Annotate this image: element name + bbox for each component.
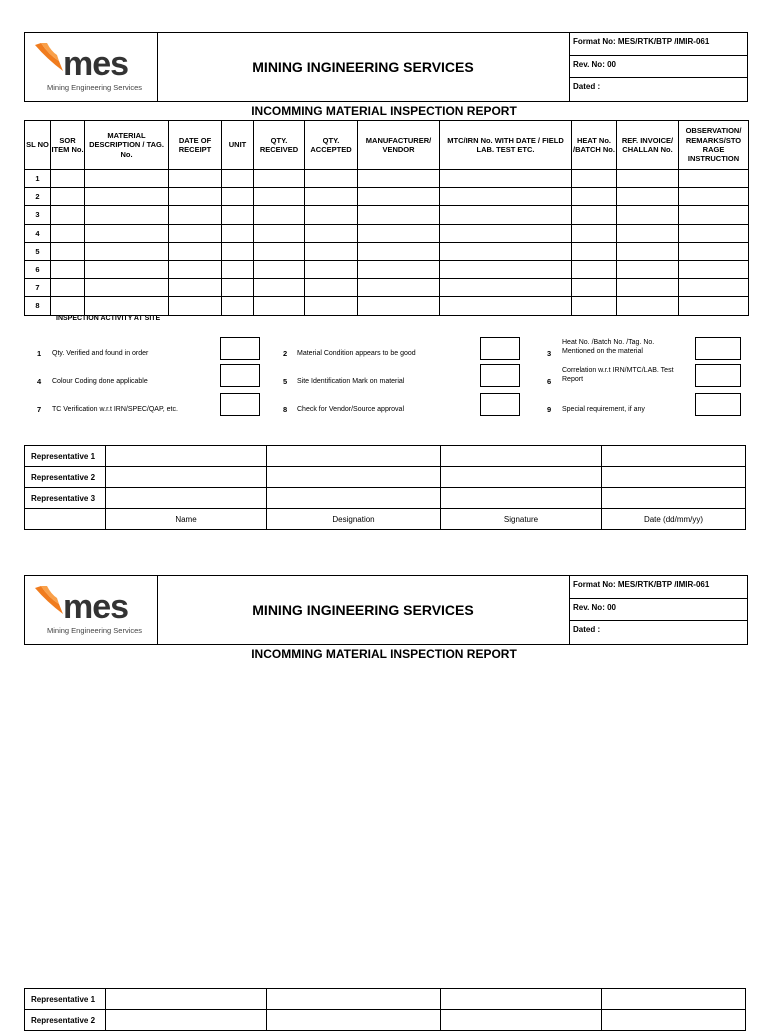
cell[interactable] xyxy=(85,260,169,278)
table-row xyxy=(25,446,746,467)
company-name: MINING INGINEERING SERVICES xyxy=(157,33,570,101)
cell[interactable] xyxy=(267,467,441,488)
cell[interactable] xyxy=(85,297,169,315)
cell[interactable] xyxy=(602,446,746,467)
table-row xyxy=(25,188,749,206)
cell[interactable] xyxy=(358,170,440,188)
cell[interactable] xyxy=(440,170,572,188)
cell[interactable] xyxy=(617,279,679,297)
cell[interactable] xyxy=(358,188,440,206)
activity-checkbox-7[interactable] xyxy=(220,393,260,416)
cell[interactable] xyxy=(51,224,85,242)
row-number: 1 xyxy=(25,170,51,188)
format-no: Format No: MES/RTK/BTP /IMIR-061 xyxy=(569,33,747,56)
cell[interactable] xyxy=(305,170,358,188)
cell[interactable] xyxy=(305,279,358,297)
cell[interactable] xyxy=(358,206,440,224)
cell[interactable] xyxy=(358,279,440,297)
col-manufacturer: MANUFACTURER/ VENDOR xyxy=(358,121,440,170)
row-number: 7 xyxy=(25,279,51,297)
activity-number: 8 xyxy=(283,405,288,414)
cell[interactable] xyxy=(254,224,305,242)
activity-number: 6 xyxy=(547,377,552,386)
activity-label: Special requirement, if any xyxy=(562,406,645,413)
representative-label: Representative 2 xyxy=(25,1010,106,1031)
cell[interactable] xyxy=(267,488,441,509)
cell[interactable] xyxy=(169,206,222,224)
cell[interactable] xyxy=(106,467,267,488)
dated-field[interactable]: Dated : xyxy=(573,625,601,635)
cell[interactable] xyxy=(679,242,749,260)
dated-field[interactable]: Dated : xyxy=(573,82,601,92)
activity-checkbox-1[interactable] xyxy=(220,337,260,360)
cell[interactable] xyxy=(222,297,254,315)
activity-checkbox-5[interactable] xyxy=(480,364,520,387)
table-row xyxy=(25,224,749,242)
format-no: Format No: MES/RTK/BTP /IMIR-061 xyxy=(569,576,747,599)
table-row xyxy=(25,467,746,488)
activity-label: Qty. Verified and found in order xyxy=(52,350,149,357)
col-qty-received: QTY. RECEIVED xyxy=(254,121,305,170)
cell[interactable] xyxy=(106,488,267,509)
cell[interactable] xyxy=(440,206,572,224)
meta-cell xyxy=(569,576,747,644)
cell[interactable] xyxy=(85,224,169,242)
cell[interactable] xyxy=(441,488,602,509)
cell[interactable] xyxy=(169,297,222,315)
cell[interactable] xyxy=(572,170,617,188)
cell[interactable] xyxy=(169,242,222,260)
footer-designation: Designation xyxy=(267,509,441,530)
row-number: 2 xyxy=(25,188,51,206)
cell[interactable] xyxy=(440,188,572,206)
cell[interactable] xyxy=(51,206,85,224)
cell[interactable] xyxy=(169,279,222,297)
cell[interactable] xyxy=(602,1010,746,1031)
cell[interactable] xyxy=(617,188,679,206)
cell[interactable] xyxy=(440,297,572,315)
cell[interactable] xyxy=(441,1010,602,1031)
activity-number: 4 xyxy=(37,377,42,386)
table-footer-row xyxy=(25,509,746,530)
table-row xyxy=(25,242,749,260)
cell[interactable] xyxy=(254,170,305,188)
company-logo xyxy=(33,41,151,93)
activity-number: 3 xyxy=(547,349,552,358)
activity-checkbox-3[interactable] xyxy=(695,337,741,360)
footer-name: Name xyxy=(106,509,267,530)
cell[interactable] xyxy=(51,242,85,260)
cell[interactable] xyxy=(440,224,572,242)
cell[interactable] xyxy=(617,206,679,224)
report-title-2: INCOMMING MATERIAL INSPECTION REPORT xyxy=(251,647,517,661)
cell[interactable] xyxy=(441,467,602,488)
cell[interactable] xyxy=(602,488,746,509)
cell[interactable] xyxy=(572,260,617,278)
row-number: 8 xyxy=(25,297,51,315)
cell[interactable] xyxy=(572,206,617,224)
cell[interactable] xyxy=(305,260,358,278)
representative-label: Representative 1 xyxy=(25,989,106,1010)
cell[interactable] xyxy=(679,206,749,224)
cell[interactable] xyxy=(679,188,749,206)
cell[interactable] xyxy=(106,1010,267,1031)
cell[interactable] xyxy=(51,260,85,278)
row-number: 4 xyxy=(25,224,51,242)
col-sl-no: SL NO xyxy=(25,121,51,170)
logo-subtitle: Mining Engineering Services xyxy=(47,626,143,635)
activity-label: Site Identification Mark on material xyxy=(297,378,405,385)
inspection-table xyxy=(24,120,749,316)
representatives-table xyxy=(24,445,746,530)
cell[interactable] xyxy=(572,279,617,297)
activity-title: INSPECTION ACTIVITY AT SITE xyxy=(56,315,161,322)
activity-label: Check for Vendor/Source approval xyxy=(297,406,405,413)
logo-cell xyxy=(25,33,158,101)
activity-label: Colour Coding done applicable xyxy=(52,378,148,385)
table-row xyxy=(25,488,746,509)
representatives-table-2 xyxy=(24,988,746,1031)
cell[interactable] xyxy=(305,224,358,242)
cell[interactable] xyxy=(254,188,305,206)
cell[interactable] xyxy=(106,989,267,1010)
representative-label: Representative 2 xyxy=(25,467,106,488)
logo-swoosh-icon xyxy=(33,584,67,618)
company-logo xyxy=(33,584,151,636)
cell[interactable] xyxy=(679,224,749,242)
col-mtc-irn: MTC/IRN No. WITH DATE / FIELD LAB. TEST ETC. xyxy=(440,121,572,170)
cell[interactable] xyxy=(222,260,254,278)
header-block-2 xyxy=(24,575,748,645)
activity-label: Material Condition appears to be good xyxy=(297,350,416,357)
header-block xyxy=(24,32,748,102)
cell[interactable] xyxy=(51,188,85,206)
cell[interactable] xyxy=(440,279,572,297)
table-row xyxy=(25,297,749,315)
cell[interactable] xyxy=(85,170,169,188)
cell[interactable] xyxy=(51,279,85,297)
cell[interactable] xyxy=(267,989,441,1010)
cell[interactable] xyxy=(617,297,679,315)
logo-subtitle: Mining Engineering Services xyxy=(47,83,143,92)
cell[interactable] xyxy=(441,446,602,467)
rev-no: Rev. No: 00 xyxy=(569,599,747,622)
cell[interactable] xyxy=(358,260,440,278)
cell[interactable] xyxy=(305,188,358,206)
cell[interactable] xyxy=(222,224,254,242)
cell[interactable] xyxy=(679,170,749,188)
row-number: 3 xyxy=(25,206,51,224)
activity-label: Correlation w.r.t IRN/MTC/LAB. Test Report xyxy=(562,367,674,384)
table-header-row xyxy=(25,121,749,170)
cell[interactable] xyxy=(305,297,358,315)
row-number: 6 xyxy=(25,260,51,278)
cell[interactable] xyxy=(254,297,305,315)
table-row xyxy=(25,279,749,297)
table-row xyxy=(25,989,746,1010)
cell[interactable] xyxy=(440,260,572,278)
col-unit: UNIT xyxy=(222,121,254,170)
cell[interactable] xyxy=(169,188,222,206)
logo-wordmark: mes xyxy=(63,45,129,83)
report-title: INCOMMING MATERIAL INSPECTION REPORT xyxy=(251,104,517,118)
cell[interactable] xyxy=(602,989,746,1010)
cell[interactable] xyxy=(106,446,267,467)
cell[interactable] xyxy=(254,206,305,224)
cell[interactable] xyxy=(222,242,254,260)
table-row xyxy=(25,206,749,224)
representative-label: Representative 1 xyxy=(25,446,106,467)
cell[interactable] xyxy=(440,242,572,260)
cell[interactable] xyxy=(51,170,85,188)
cell[interactable] xyxy=(305,242,358,260)
col-ref-invoice: REF. INVOICE/ CHALLAN No. xyxy=(617,121,679,170)
meta-cell xyxy=(569,33,747,101)
cell[interactable] xyxy=(617,260,679,278)
activity-number: 9 xyxy=(547,405,552,414)
cell[interactable] xyxy=(85,206,169,224)
table-row xyxy=(25,1010,746,1031)
cell[interactable] xyxy=(85,279,169,297)
cell[interactable] xyxy=(305,206,358,224)
cell[interactable] xyxy=(679,297,749,315)
cell[interactable] xyxy=(254,279,305,297)
cell[interactable] xyxy=(358,224,440,242)
col-heat-no: HEAT No. /BATCH No. xyxy=(572,121,617,170)
cell[interactable] xyxy=(602,467,746,488)
cell[interactable] xyxy=(358,242,440,260)
company-name: MINING INGINEERING SERVICES xyxy=(157,576,570,644)
cell[interactable] xyxy=(254,242,305,260)
row-number: 5 xyxy=(25,242,51,260)
activity-checkbox-9[interactable] xyxy=(695,393,741,416)
footer-signature: Signature xyxy=(441,509,602,530)
cell[interactable] xyxy=(572,242,617,260)
cell[interactable] xyxy=(441,989,602,1010)
cell[interactable] xyxy=(51,297,85,315)
activity-number: 7 xyxy=(37,405,42,414)
cell[interactable] xyxy=(572,224,617,242)
cell[interactable] xyxy=(254,260,305,278)
representative-label: Representative 3 xyxy=(25,488,106,509)
cell[interactable] xyxy=(617,170,679,188)
cell[interactable] xyxy=(222,170,254,188)
activity-label: TC Verification w.r.t IRN/SPEC/QAP, etc. xyxy=(52,406,178,413)
col-sor-item: SOR ITEM No. xyxy=(51,121,85,170)
activity-number: 2 xyxy=(283,349,288,358)
activity-checkbox-2[interactable] xyxy=(480,337,520,360)
table-row xyxy=(25,170,749,188)
logo-wordmark: mes xyxy=(63,588,129,626)
cell[interactable] xyxy=(222,188,254,206)
cell[interactable] xyxy=(267,1010,441,1031)
activity-number: 1 xyxy=(37,349,42,358)
logo-swoosh-icon xyxy=(33,41,67,75)
table-row xyxy=(25,260,749,278)
cell[interactable] xyxy=(679,260,749,278)
cell[interactable] xyxy=(572,188,617,206)
activity-checkbox-8[interactable] xyxy=(480,393,520,416)
logo-cell xyxy=(25,576,158,644)
activity-checkbox-4[interactable] xyxy=(220,364,260,387)
rev-no: Rev. No: 00 xyxy=(569,56,747,79)
cell[interactable] xyxy=(85,242,169,260)
cell[interactable] xyxy=(267,446,441,467)
activity-label: Heat No. /Batch No. /Tag. No. Mentioned on the material xyxy=(562,339,655,356)
cell[interactable] xyxy=(169,224,222,242)
cell[interactable] xyxy=(617,242,679,260)
cell xyxy=(25,509,106,530)
footer-date: Date (dd/mm/yy) xyxy=(602,509,746,530)
activity-checkbox-6[interactable] xyxy=(695,364,741,387)
cell[interactable] xyxy=(572,297,617,315)
cell[interactable] xyxy=(169,260,222,278)
col-observation: OBSERVATION/ REMARKS/STO RAGE INSTRUCTION xyxy=(679,121,749,170)
col-date-of-receipt: DATE OF RECEIPT xyxy=(169,121,222,170)
col-qty-accepted: QTY. ACCEPTED xyxy=(305,121,358,170)
cell[interactable] xyxy=(85,188,169,206)
cell[interactable] xyxy=(169,170,222,188)
cell[interactable] xyxy=(222,206,254,224)
cell[interactable] xyxy=(617,224,679,242)
cell[interactable] xyxy=(358,297,440,315)
col-material-description: MATERIAL DESCRIPTION / TAG. No. xyxy=(85,121,169,170)
cell[interactable] xyxy=(679,279,749,297)
activity-number: 5 xyxy=(283,377,288,386)
cell[interactable] xyxy=(222,279,254,297)
